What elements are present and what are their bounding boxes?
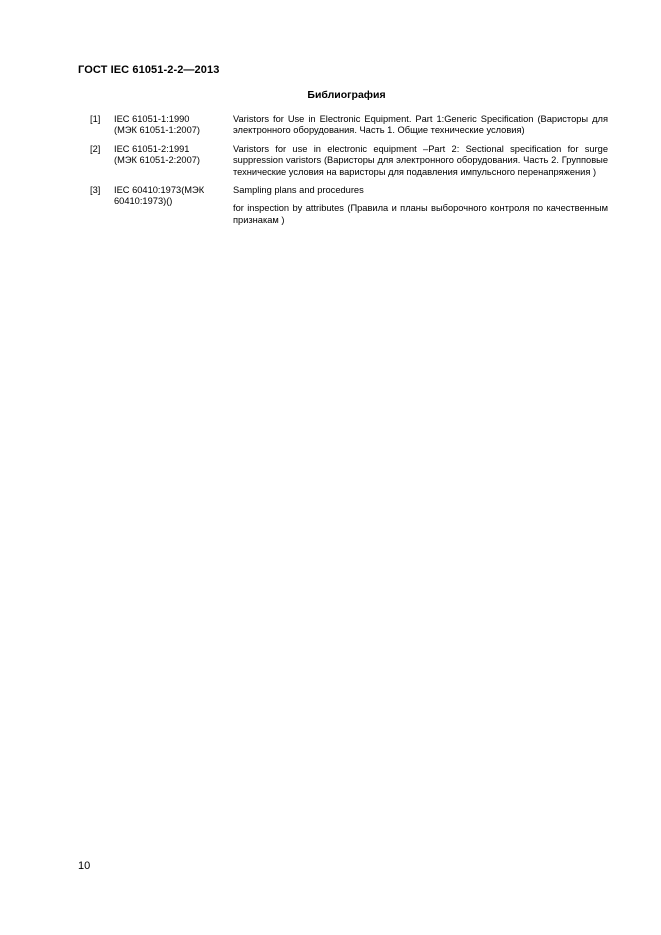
description-paragraph: Varistors for use in electronic equipment –Part 2: Sectional specification for surge suppression varistors (Варисторы для электронного оборудования. Часть 2. Групповые технические условия на варисторы для подавления импульсного перенапряжения ) xyxy=(233,143,608,177)
entry-number: [3] xyxy=(90,185,101,196)
reference-line: IEC 60410:1973(МЭК xyxy=(114,185,205,196)
document-code-header: ГОСТ IEC 61051-2-2—2013 xyxy=(78,64,220,76)
reference-line: IEC 61051-2:1991 xyxy=(114,143,190,154)
bibliography-title: Библиография xyxy=(307,89,386,101)
entry-description xyxy=(233,114,608,137)
entry-number: [2] xyxy=(90,143,101,154)
reference-line: 60410:1973)() xyxy=(114,196,173,207)
description-paragraph: Sampling plans and procedures xyxy=(233,185,364,196)
description-paragraph: for inspection by attributes (Правила и планы выборочного контроля по качественным признакам ) xyxy=(233,203,608,225)
page-number: 10 xyxy=(78,860,91,872)
description-paragraph: Varistors for Use in Electronic Equipment. Part 1:Generic Specification (Варисторы для электронного оборудования. Часть 1. Общие технические условия) xyxy=(233,114,608,136)
entry-description xyxy=(233,144,608,178)
entry-reference xyxy=(114,185,214,208)
bibliography-list xyxy=(90,114,608,233)
reference-line: (МЭК 61051-2:2007) xyxy=(114,155,201,166)
bibliography-entry-1 xyxy=(90,114,608,137)
reference-line: IEC 61051-1:1990 xyxy=(114,114,190,124)
bibliography-entry-2 xyxy=(90,144,608,178)
entry-reference xyxy=(114,114,214,137)
entry-description xyxy=(233,185,608,226)
entry-reference xyxy=(114,144,214,167)
reference-line: (МЭК 61051-1:2007) xyxy=(114,125,201,136)
entry-number: [1] xyxy=(90,114,101,124)
bibliography-entry-3 xyxy=(90,185,608,226)
